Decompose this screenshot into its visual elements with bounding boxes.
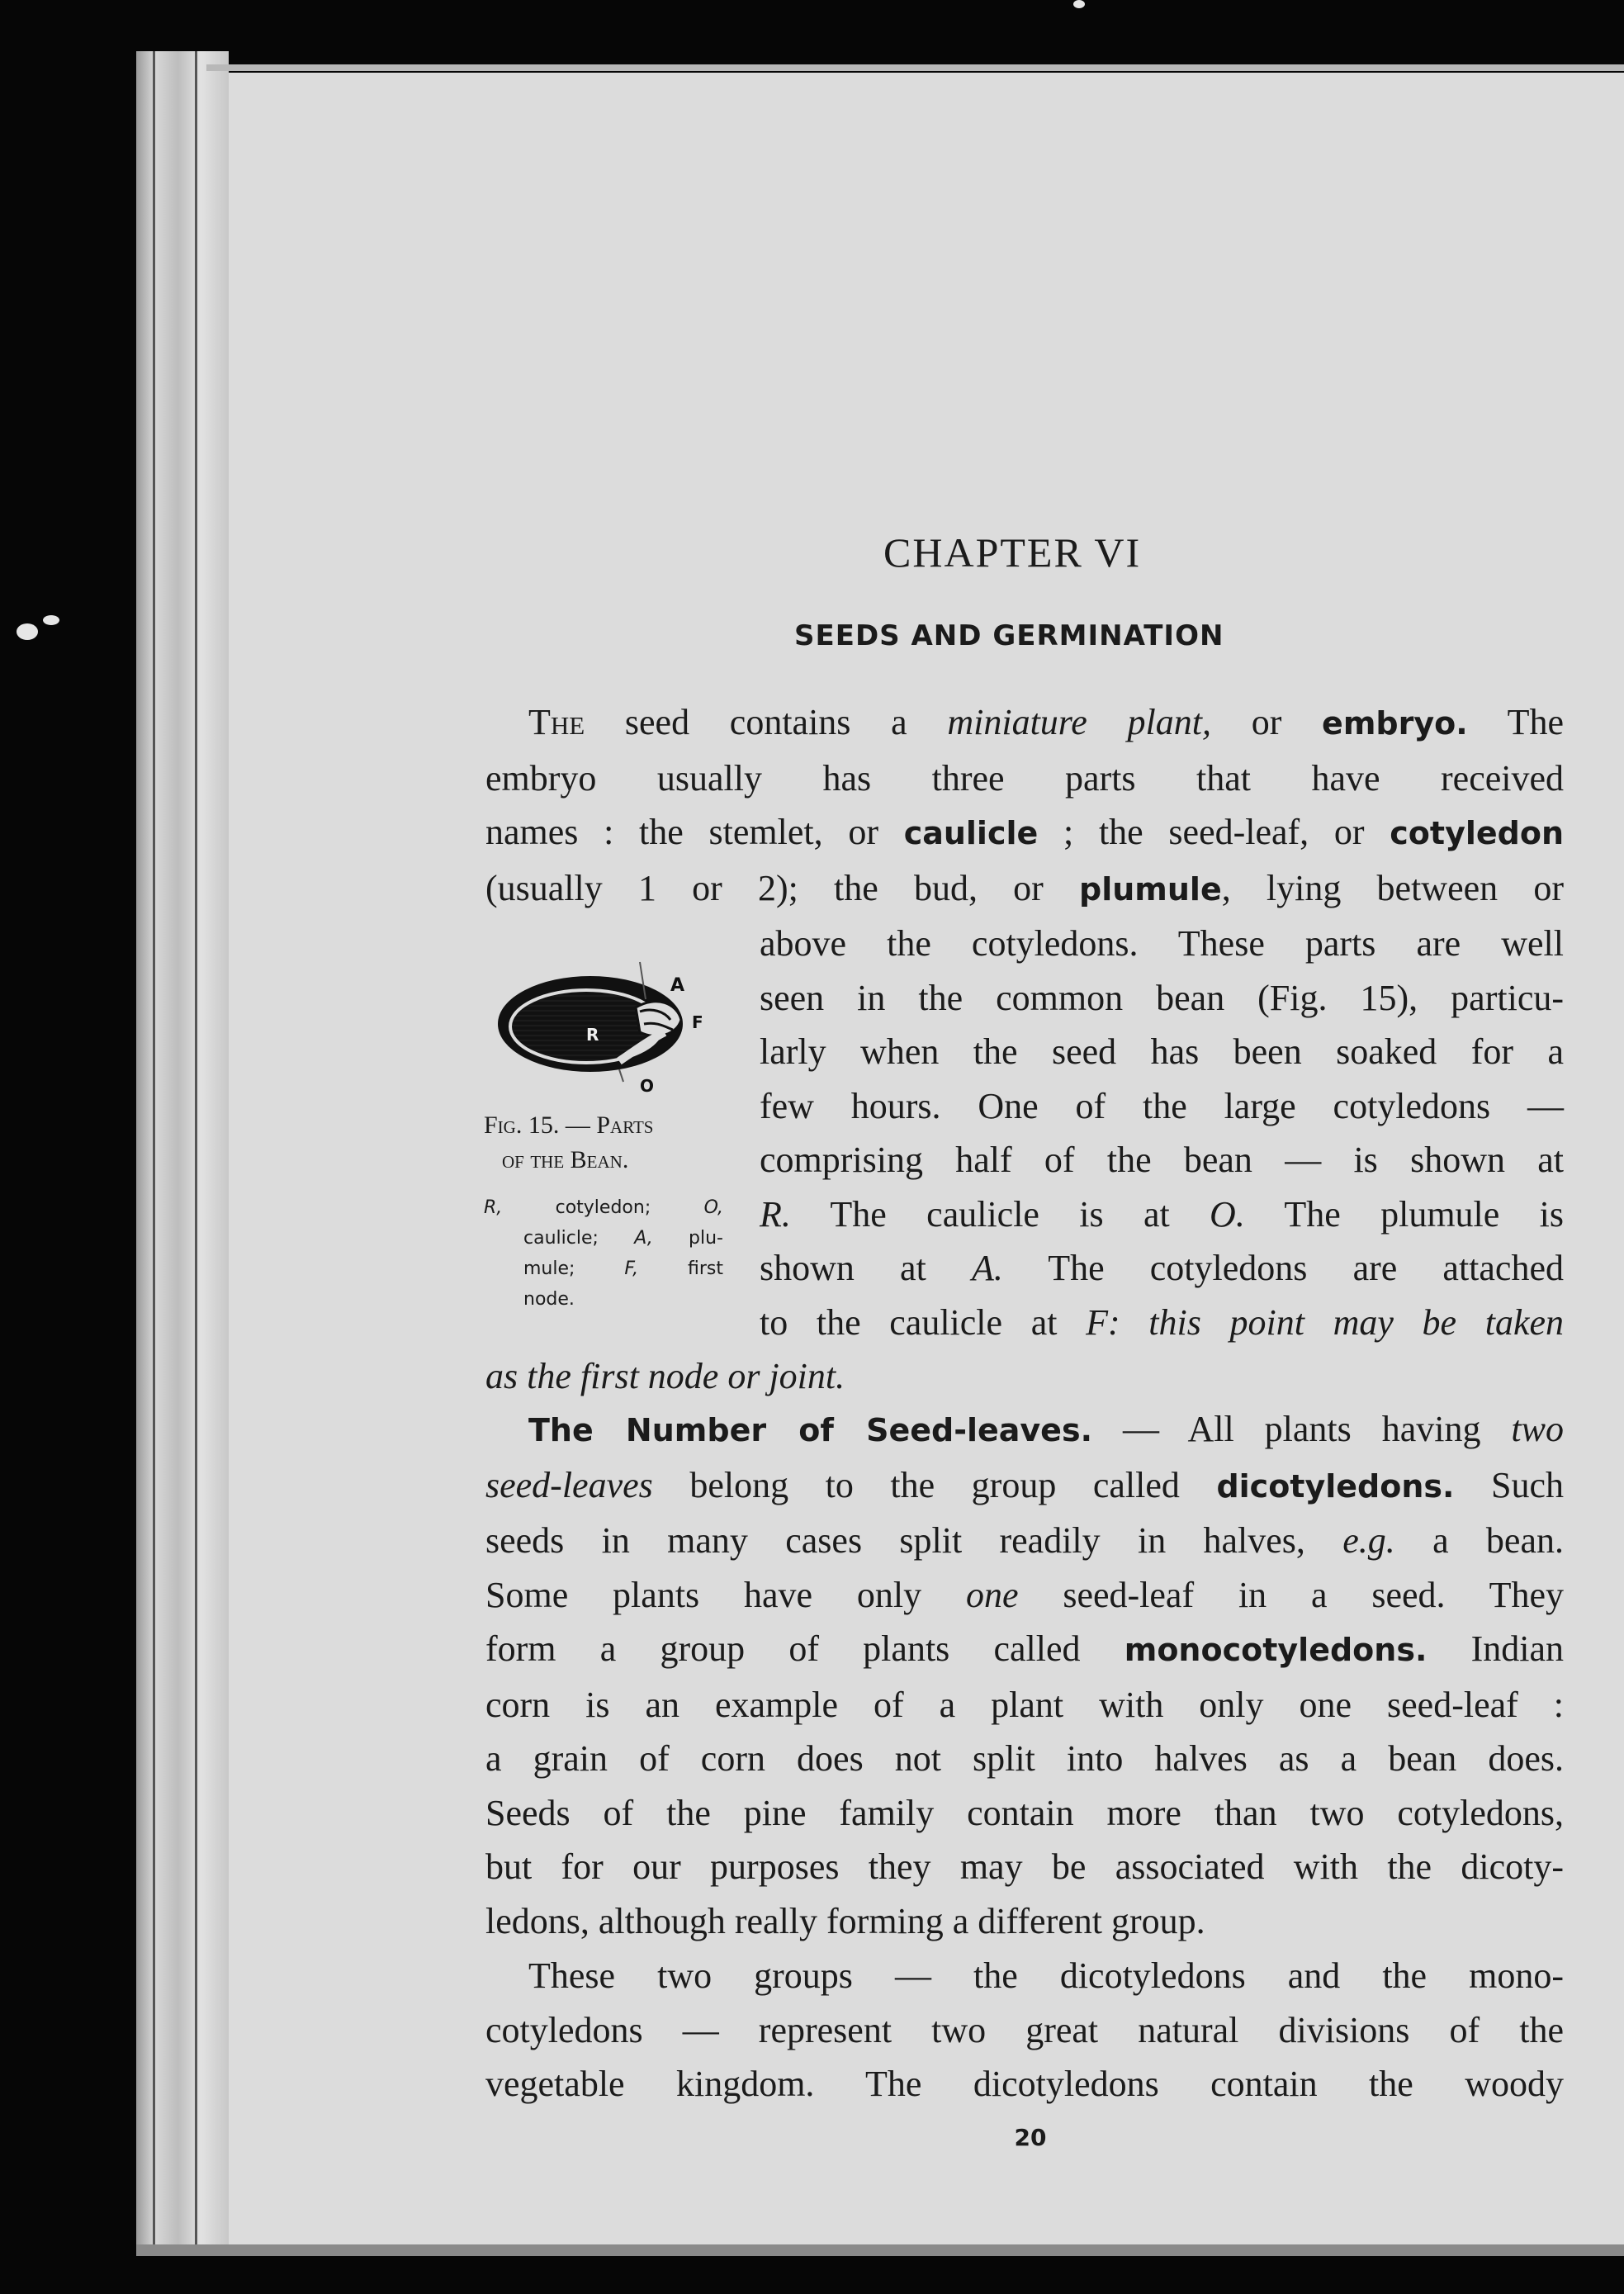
- section-title: SEEDS AND GERMINATION: [794, 619, 1224, 652]
- paragraph-two-groups: [485, 1949, 1564, 2112]
- caption-line: node.: [523, 1289, 575, 1310]
- text-line: names : the stemlet, or caulicle ; the seed-leaf, or cotyledon: [485, 812, 1564, 852]
- caption-body: [484, 1192, 723, 1315]
- text-line: larly when the seed has been soaked for a: [760, 1031, 1564, 1072]
- text-line: comprising half of the bean — is shown at: [760, 1140, 1564, 1180]
- caption-line: R, cotyledon; O,: [484, 1197, 723, 1218]
- caption-line: caulicle; A, plu-: [523, 1228, 723, 1249]
- figure-caption: [484, 1108, 723, 1315]
- text-line: seed-leaves belong to the group called dicotyledons. Such: [485, 1464, 1565, 1505]
- text-line: These two groups — the dicotyledons and the mono-: [528, 1955, 1564, 1996]
- text-line: (usually 1 or 2); the bud, or plumule, lying between or: [485, 867, 1564, 908]
- text-line: R. The caulicle is at O. The plumule is: [760, 1193, 1564, 1235]
- text-line: The Number of Seed-leaves. — All plants having two: [528, 1409, 1564, 1449]
- page-top-edge: [206, 64, 1624, 71]
- text-line: seeds in many cases split readily in halves, e.g. a bean.: [485, 1520, 1564, 1561]
- label-r: R: [586, 1025, 599, 1045]
- text-line: but for our purposes they may be associated with the dicoty-: [485, 1846, 1564, 1887]
- text-line: embryo usually has three parts that have received: [485, 757, 1564, 799]
- bean-illustration: [487, 929, 718, 1094]
- scan-speck: [43, 615, 59, 625]
- text-line: The seed contains a miniature plant, or embryo. The: [528, 702, 1564, 742]
- page-bottom-edge: [136, 2244, 1624, 2256]
- text-line: a grain of corn does not split into halves as a bean does.: [485, 1738, 1564, 1779]
- scan-speck: [1073, 0, 1085, 8]
- caption-title: of the Bean.: [502, 1146, 629, 1173]
- text-line: seen in the common bean (Fig. 15), particu-: [760, 977, 1564, 1018]
- label-a: A: [670, 975, 685, 996]
- spine-line: [195, 51, 197, 2248]
- text-line: shown at A. The cotyledons are attached: [760, 1248, 1564, 1288]
- bean-figure: [487, 929, 718, 1094]
- label-o: O: [640, 1076, 655, 1094]
- text-line: ledons, although really forming a different group.: [485, 1900, 1205, 1941]
- text-line: Seeds of the pine family contain more than two cotyledons,: [485, 1792, 1564, 1833]
- label-f: F: [692, 1012, 703, 1032]
- page-number: 20: [1014, 2124, 1047, 2151]
- scan-speck: [17, 623, 38, 640]
- text-line: as the first node or joint.: [485, 1356, 845, 1396]
- text-line: form a group of plants called monocotyledons. Indian: [485, 1628, 1564, 1669]
- caption-line: mule; F, first: [523, 1258, 723, 1279]
- text-line: to the caulicle at F: this point may be taken: [760, 1301, 1565, 1343]
- text-line: corn is an example of a plant with only one seed-leaf :: [485, 1684, 1564, 1725]
- text-line: Some plants have only one seed-leaf in a seed. They: [485, 1574, 1565, 1615]
- text-line: cotyledons — represent two great natural divisions of the: [485, 2009, 1564, 2050]
- text-line: few hours. One of the large cotyledons —: [760, 1085, 1564, 1126]
- text-line: above the cotyledons. These parts are well: [760, 923, 1564, 964]
- caption-title: Fig. 15. — Parts: [484, 1111, 654, 1139]
- paragraph-seed-leaves: [485, 1402, 1564, 1948]
- text-line: vegetable kingdom. The dicotyledons contain the woody: [485, 2064, 1564, 2104]
- chapter-heading: CHAPTER VI: [883, 529, 1142, 576]
- spine-line: [153, 51, 155, 2248]
- book-spine: [136, 51, 229, 2248]
